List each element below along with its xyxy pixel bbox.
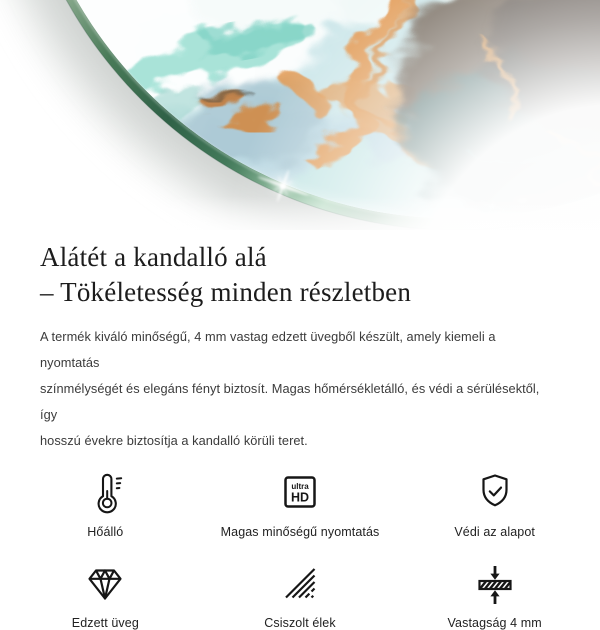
feature-label: Védi az alapot (454, 525, 535, 539)
polished-edges-icon (278, 559, 322, 607)
glass-hearth-pad-photo (0, 0, 600, 230)
feature-item-protects-base (397, 468, 592, 539)
page-title (0, 230, 600, 310)
product-image (0, 0, 600, 230)
page-title-line2: – Tökéletesség minden részletben (40, 277, 411, 307)
diamond-icon (83, 559, 127, 607)
shield-check-icon (473, 468, 517, 516)
feature-grid (0, 468, 600, 630)
ultra-hd-icon (278, 468, 322, 516)
description-line: A termék kiváló minőségű, 4 mm vastag edzett üvegből készült, amely kiemeli a nyomtatás (40, 324, 546, 376)
ultra-hd-icon-text-bottom: HD (291, 491, 309, 505)
product-description (40, 324, 546, 454)
feature-label: Edzett üveg (72, 616, 139, 630)
feature-item-tempered-glass (8, 559, 203, 630)
feature-item-print-quality (203, 468, 398, 539)
feature-item-polished-edges (203, 559, 398, 630)
thickness-icon (473, 559, 517, 607)
thermometer-icon (83, 468, 127, 516)
description-line: színmélységét és elegáns fényt biztosít. Magas hőmérsékletálló, és védi a sérülésektől, így (40, 376, 546, 428)
feature-item-heat-resistant (8, 468, 203, 539)
feature-label: Magas minőségű nyomtatás (221, 525, 380, 539)
ultra-hd-icon-text-top: ultra (291, 482, 309, 491)
page-title-line1: Alátét a kandalló alá (40, 242, 267, 272)
feature-label: Vastagság 4 mm (448, 616, 542, 630)
feature-item-thickness (397, 559, 592, 630)
description-line: hosszú évekre biztosítja a kandalló körüli teret. (40, 428, 546, 454)
feature-label: Csiszolt élek (264, 616, 335, 630)
feature-label: Hőálló (87, 525, 123, 539)
